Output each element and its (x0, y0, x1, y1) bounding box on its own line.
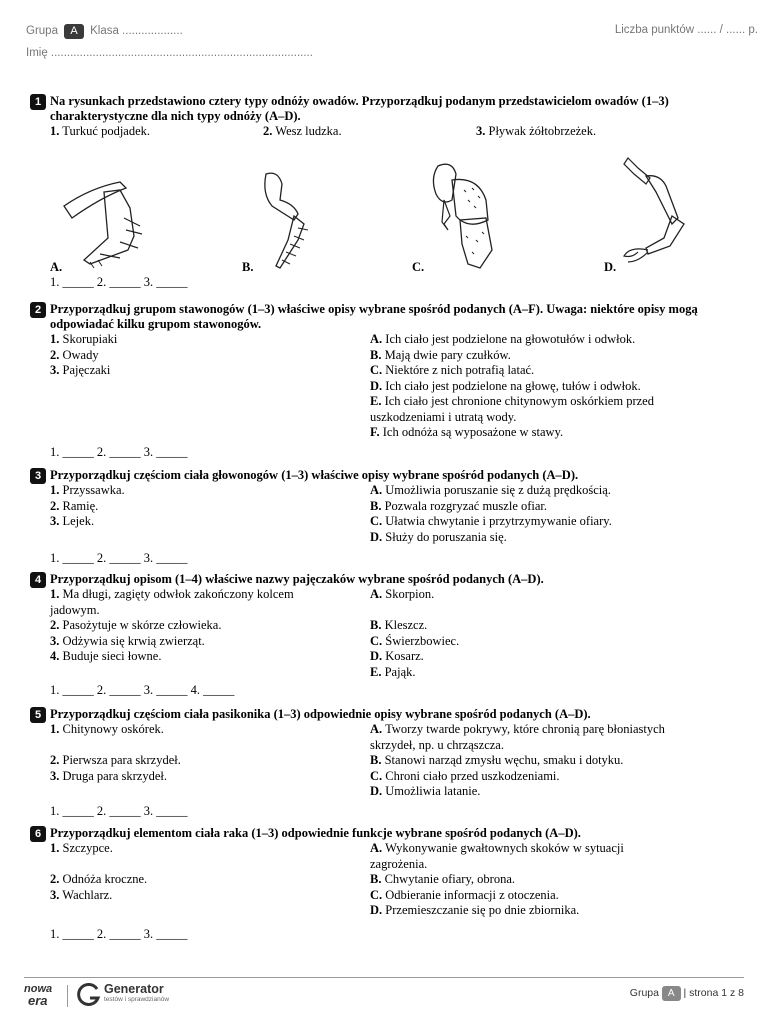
list-item: 2. Ramię. (50, 498, 99, 513)
question-text: Przyporządkuj częściom ciała głowonogów (1–3) właściwe opisy wybrane spośród podanych (A–D). (50, 468, 579, 482)
list-item: 2. Pasożytuje w skórze człowieka. (50, 618, 222, 632)
option-item: A. Ich ciało jest podzielone na głowotułów i odwłok. (370, 332, 636, 346)
option-item: D. Służy do poruszania się. (370, 529, 507, 544)
list-item: 2. Odnóża kroczne. (50, 872, 148, 886)
option-item: E. Pająk. (370, 664, 416, 679)
leg-figure-b (258, 170, 318, 272)
list-item: 1. Turkuć podjadek. (50, 124, 151, 138)
question-number: 6 (30, 826, 46, 842)
question-1 (30, 94, 730, 140)
list-item: 1. Ma długi, zagięty odwłok zakończony kolcem jadowym. (50, 587, 294, 617)
list-item: 1. Chitynowy oskórek. (50, 722, 164, 736)
list-item: 4. Buduje sieci łowne. (50, 649, 162, 663)
list-item: 1. Szczypce. (50, 841, 113, 855)
list-item: 2. Owady (50, 347, 99, 362)
list-item: 2. Pierwsza para skrzydeł. (50, 753, 181, 767)
points-field[interactable]: Liczba punktów ...... / ...... p. (614, 24, 758, 36)
question-6 (30, 826, 730, 942)
question-number: 3 (30, 468, 46, 484)
footer-group-badge: A (662, 986, 681, 1001)
question-text: Na rysunkach przedstawiono cztery typy odnóży owadów. Przyporządkuj podanym przedstawicielom owadów (1–3) charakterystyczne dla nich typy odnóży (A–D). (50, 94, 669, 123)
option-item: B. Mają dwie pary czułków. (370, 347, 511, 362)
list-item: 3. Pajęczaki (50, 363, 111, 377)
option-item: D. Ich ciało jest podzielone na głowę, tułów i odwłok. (370, 378, 641, 393)
question-3 (30, 468, 730, 566)
header-group (26, 24, 183, 39)
question-text: Przyporządkuj opisom (1–4) właściwe nazwy pajęczaków wybrane spośród podanych (A–D). (50, 572, 544, 586)
option-item: B. Chwytanie ofiary, obrona. (370, 872, 515, 886)
question-text: Przyporządkuj grupom stawonogów (1–3) właściwe opisy wybrane spośród podanych (A–F). Uwaga: niektóre opisy mogą odpowiadać kilku grupom stawonogów. (50, 302, 698, 331)
group-label: Grupa (26, 25, 58, 37)
question-text: Przyporządkuj częściom ciała pasikonika (1–3) odpowiednie opisy wybrane spośród podanych (A–D). (50, 707, 591, 721)
generator-logo-icon (76, 982, 102, 1008)
figure-label: D. (604, 260, 617, 274)
option-item: F. Ich odnóża są wyposażone w stawy. (370, 425, 564, 439)
list-item: 3. Pływak żółtobrzeżek. (476, 124, 597, 138)
answer-line[interactable]: 1. _____ 2. _____ 3. _____ (50, 803, 188, 818)
class-field[interactable]: Klasa ................... (90, 25, 183, 37)
group-badge: A (64, 24, 83, 39)
footer-logo-divider (67, 985, 68, 1007)
page-indicator: Grupa A | strona 1 z 8 (629, 987, 744, 999)
name-field[interactable]: Imię .................................................................................. (26, 47, 313, 59)
option-item: C. Świerzbowiec. (370, 633, 460, 648)
question-text: Przyporządkuj elementom ciała raka (1–3) odpowiednie funkcje wybrane spośród podanych (A–D). (50, 826, 581, 840)
generator-logo: Generator testów i sprawdzianów (104, 982, 170, 1003)
leg-figure-a (60, 178, 150, 270)
option-item: D. Kosarz. (370, 649, 424, 663)
footer-divider (24, 977, 744, 978)
question-4 (30, 572, 730, 698)
leg-figure-d (620, 154, 692, 266)
option-item: A. Umożliwia poruszanie się z dużą prędkością. (370, 483, 611, 497)
question-5 (30, 707, 730, 819)
option-item: B. Stanowi narząd zmysłu węchu, smaku i dotyku. (370, 753, 624, 767)
question-number: 1 (30, 94, 46, 110)
option-item: C. Odbieranie informacji z otoczenia. (370, 887, 559, 902)
list-item: 3. Lejek. (50, 514, 95, 528)
list-item: 2. Wesz ludzka. (263, 124, 342, 138)
option-item: D. Przemieszczanie się po dnie zbiornika. (370, 903, 580, 917)
list-item: 3. Druga para skrzydeł. (50, 768, 167, 783)
answer-line[interactable]: 1. _____ 2. _____ 3. _____ (50, 444, 188, 459)
answer-line[interactable]: 1. _____ 2. _____ 3. _____ (50, 926, 188, 941)
list-item: 1. Skorupiaki (50, 332, 118, 346)
option-item: B. Pozwala rozgryzać muszle ofiar. (370, 498, 548, 513)
question-number: 5 (30, 707, 46, 723)
figure-label: B. (242, 260, 254, 274)
figure-label: A. (50, 260, 63, 274)
answer-line[interactable]: 1. _____ 2. _____ 3. _____ (50, 551, 188, 565)
option-item: C. Ułatwia chwytanie i przytrzymywanie ofiary. (370, 514, 612, 528)
option-item: D. Umożliwia latanie. (370, 784, 481, 798)
list-item: 3. Odżywia się krwią zwierząt. (50, 633, 205, 648)
option-item: A. Tworzy twarde pokrywy, które chronią parę błoniastych skrzydeł, np. u chrząszcza. (370, 722, 665, 752)
option-item: A. Skorpion. (370, 587, 435, 601)
option-item: B. Kleszcz. (370, 618, 428, 632)
option-item: C. Niektóre z nich potrafią latać. (370, 363, 535, 377)
question-2 (30, 302, 730, 460)
list-item: 3. Wachlarz. (50, 887, 113, 902)
answer-line[interactable]: 1. _____ 2. _____ 3. _____ (50, 275, 188, 289)
question-number: 2 (30, 302, 46, 318)
question-number: 4 (30, 572, 46, 588)
option-item: A. Wykonywanie gwałtownych skoków w sytuacji zagrożenia. (370, 841, 624, 871)
list-item: 1. Przyssawka. (50, 483, 125, 497)
answer-line[interactable]: 1. _____ 2. _____ 3. _____ 4. _____ (50, 683, 235, 697)
option-item: C. Chroni ciało przed uszkodzeniami. (370, 768, 560, 783)
option-item: E. Ich ciało jest chronione chitynowym oskórkiem przed uszkodzeniami i utratą wody. (370, 394, 654, 424)
nowa-era-logo: nowa era (24, 983, 53, 1008)
leg-figure-c (428, 160, 504, 274)
figure-label: C. (412, 260, 425, 274)
